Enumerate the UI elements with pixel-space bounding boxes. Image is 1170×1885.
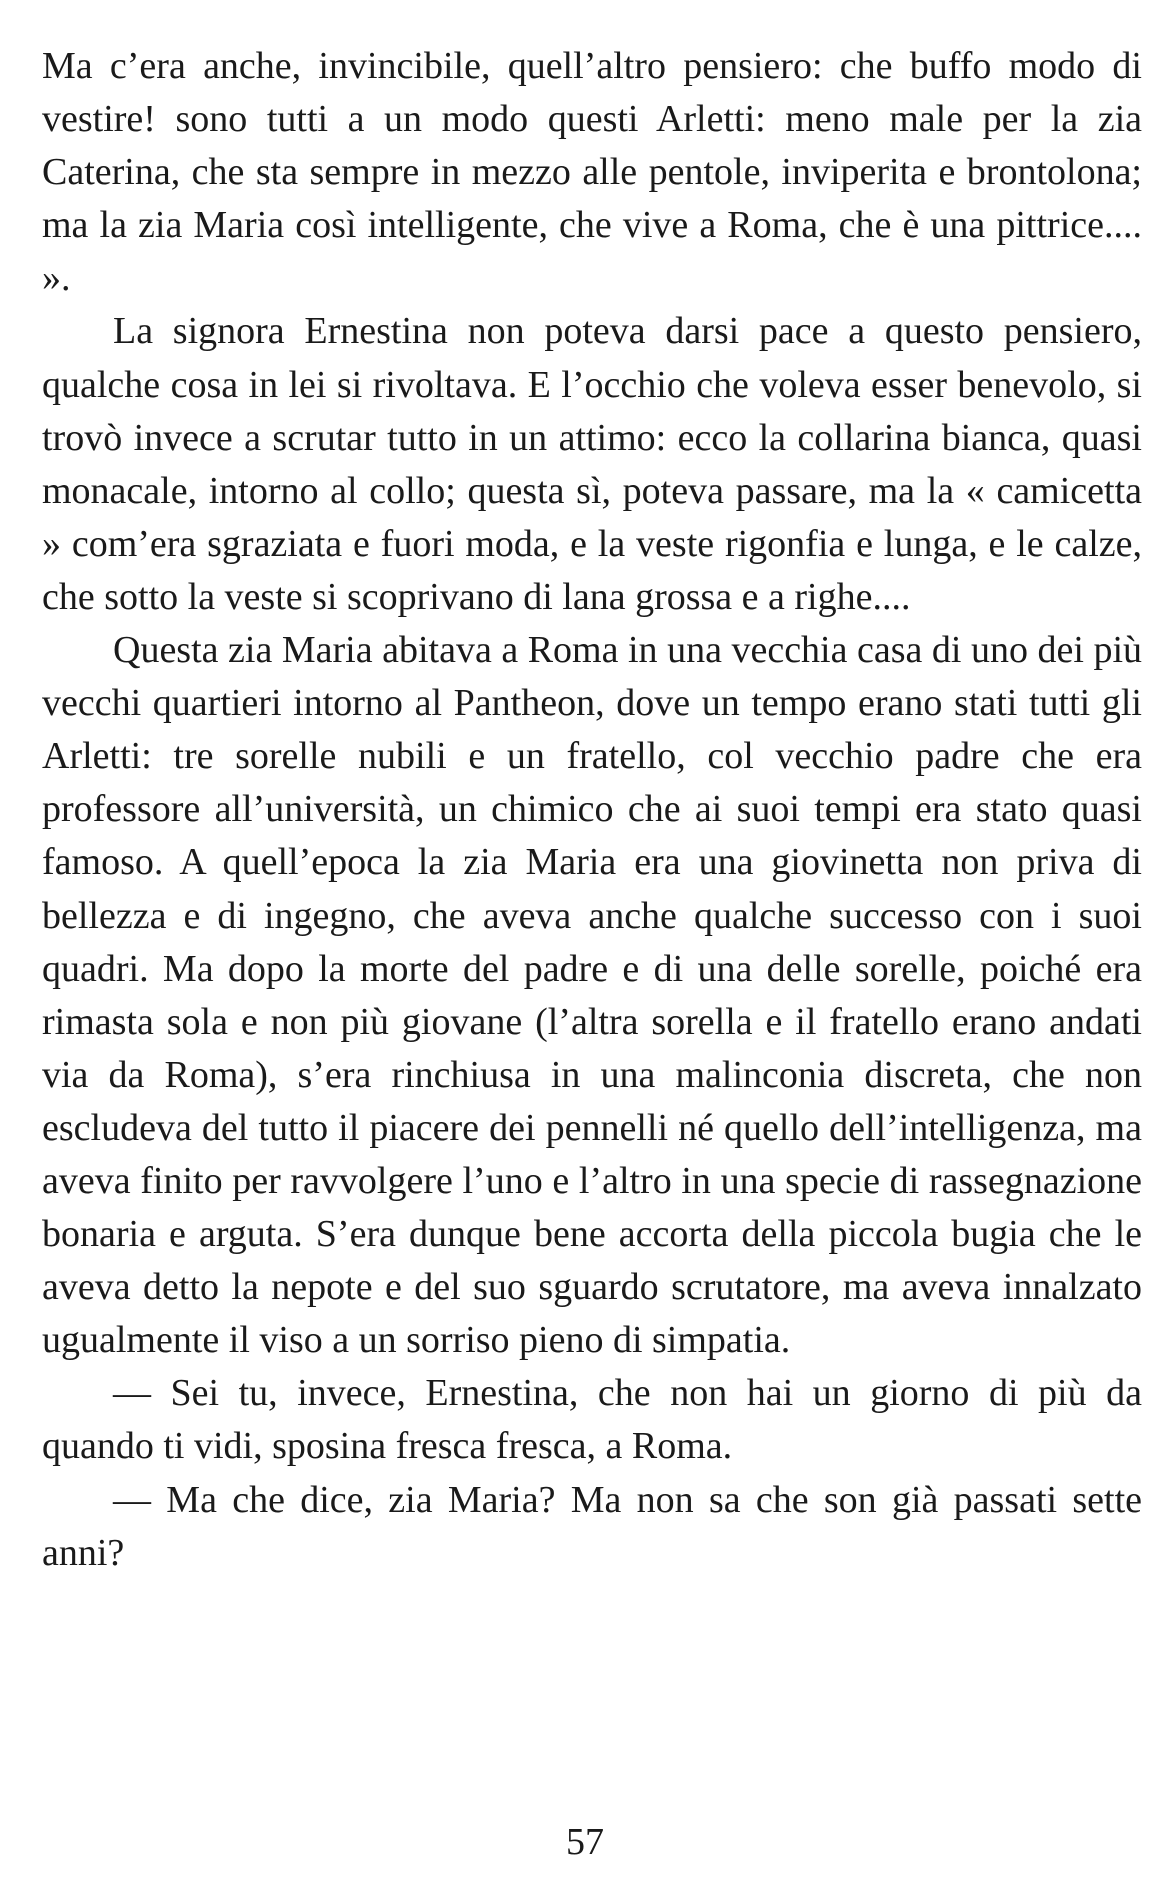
paragraph-2: La signora Ernestina non poteva darsi pace a questo pensiero, qualche cosa in lei si rivoltava. E l’occhio che voleva esser benevolo, si trovò invece a scrutar tutto in un attimo: ecco la collarina bianca, quasi monacale, intorno al collo; questa sì, poteva passare, ma la « camicetta » com’era sgraziata e fuori moda, e la veste rigonfia e lunga, e le calze, che sotto la veste si scoprivano di lana grossa e a righe.... (42, 310, 1142, 618)
paragraph-3: Questa zia Maria abitava a Roma in una vecchia casa di uno dei più vecchi quartieri intorno al Pantheon, dove un tempo erano stati tutti gli Arletti: tre sorelle nubili e un fratello, col vecchio padre che era professore all’università, un chimico che ai suoi tempi era stato quasi famoso. A quell’epoca la zia Maria era una giovinetta non priva di bellezza e di ingegno, che aveva anche qualche successo con i suoi quadri. Ma dopo la morte del padre e di una delle sorelle, poiché era rimasta sola e non più giovane (l’altra sorella e il fratello erano andati via da Roma), s’era rinchiusa in una malinconia discreta, che non escludeva del tutto il piacere dei pennelli né quello dell’intelligenza, ma aveva finito per ravvolgere l’uno e l’altro in una specie di rassegnazione bonaria e arguta. S’era dunque bene accorta della piccola bugia che le aveva detto la nepote e del suo sguardo scrutatore, ma aveva innalzato ugualmente il viso a un sorriso pieno di simpatia. (42, 629, 1142, 1362)
paragraph-4: — Sei tu, invece, Ernestina, che non hai un giorno di più da quando ti vidi, sposina fresca fresca, a Roma. (42, 1372, 1142, 1468)
paragraph-1: Ma c’era anche, invincibile, quell’altro pensiero: che buffo modo di vestire! sono tutti a un modo questi Arletti: meno male per la zia Caterina, che sta sempre in mezzo alle pentole, inviperita e brontolona; ma la zia Maria così intelligente, che vive a Roma, che è una pittrice.... ». (42, 45, 1142, 300)
paragraph-5: — Ma che dice, zia Maria? Ma non sa che son già passati sette anni? (42, 1478, 1142, 1574)
page-number: 57 (566, 1821, 604, 1863)
page-body (42, 40, 1142, 1580)
